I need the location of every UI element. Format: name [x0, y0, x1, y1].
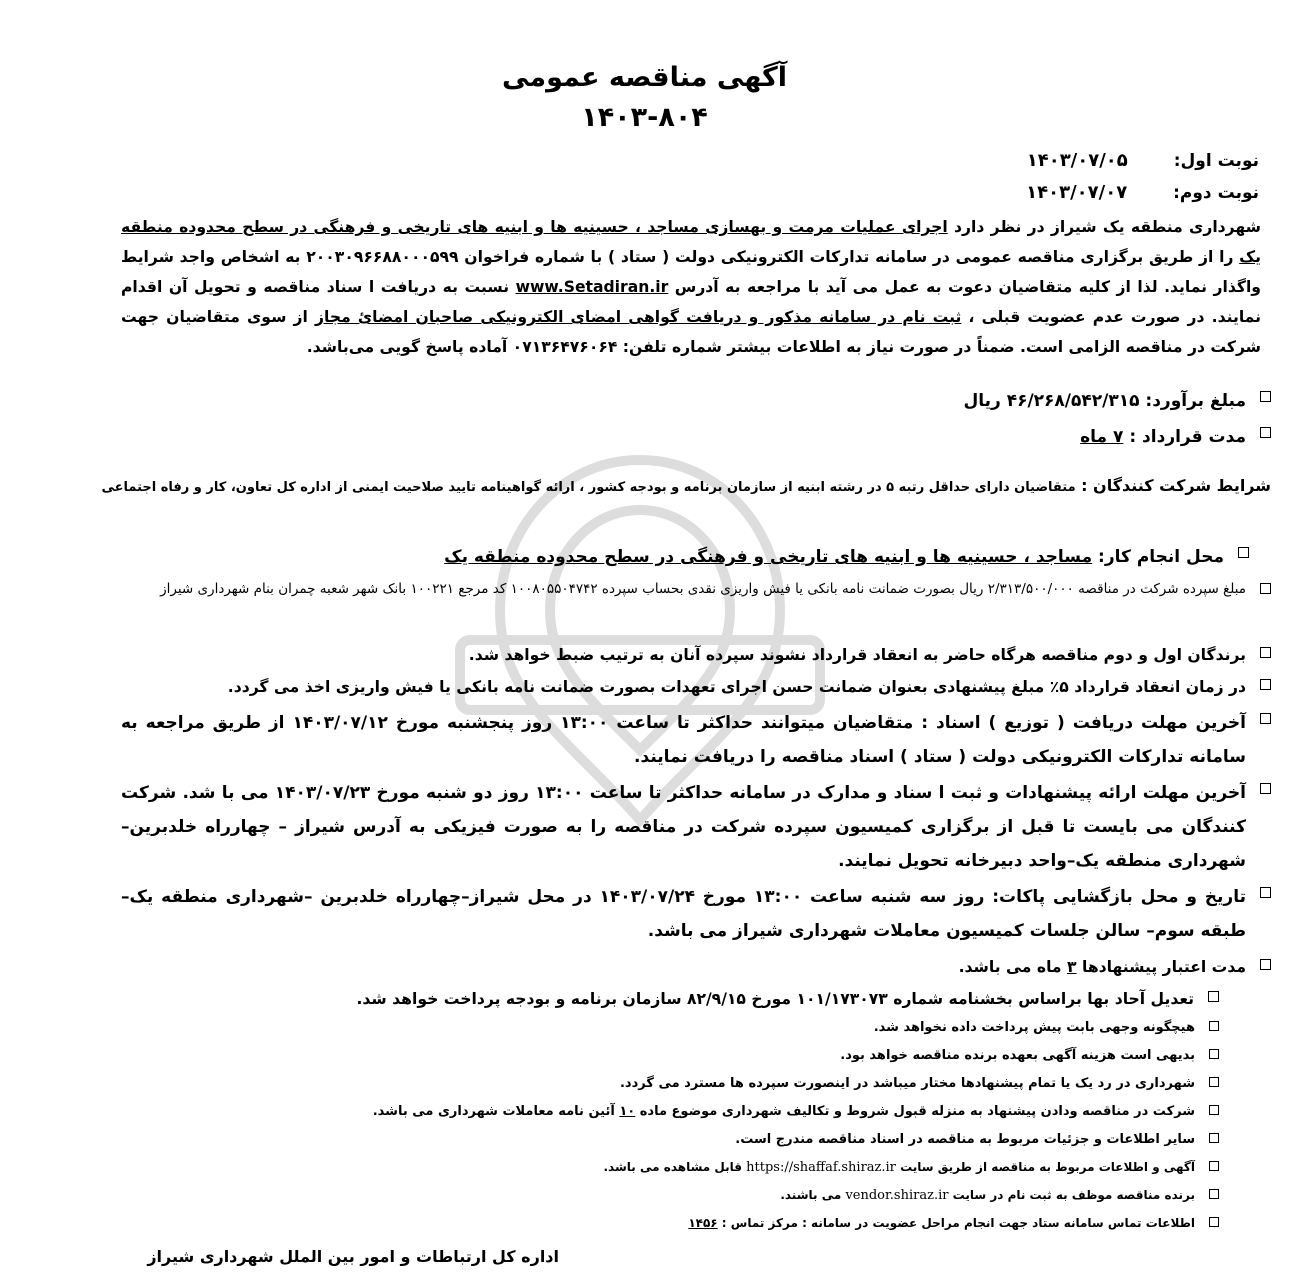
checkbox-icon [1209, 1049, 1219, 1059]
second-publication-label: نوبت دوم: [1173, 183, 1259, 203]
first-publication-date: ۱۴۰۳/۰۷/۰۵ [1026, 150, 1128, 171]
validity-months: ۳ [1067, 958, 1077, 976]
first-publication-label: نوبت اول: [1173, 151, 1259, 171]
intro-part-4: به اشخاص واجد شرایط واگذار نماید. لذا از کلیه متقاضیان دعوت به عمل می آید با مراجعه به آدرس [121, 248, 1261, 296]
checkbox-icon [1260, 713, 1271, 724]
no-prepay-row [874, 1016, 1219, 1040]
notice-title: آگهی مناقصه عمومی [502, 62, 787, 93]
shaffaf-link[interactable]: https://shaffaf.shiraz.ir [746, 1160, 896, 1175]
vendor-text: برنده مناقصه موظف به ثبت نام در سایت [948, 1188, 1195, 1202]
duration-row [1080, 420, 1271, 454]
estimate-row [963, 384, 1271, 418]
conditions-label: شرایط شرکت کنندگان : [1081, 476, 1271, 495]
duration-value: ۷ ماه [1080, 427, 1124, 447]
opening-row [21, 880, 1271, 948]
project-title: اجرای عملیات مرمت و بهسازی مساجد ، حسینیه ها و ابنیه های تاریخی و فرهنگی در سطح محدوده منطقه یک [121, 218, 1261, 266]
reject-text: شهرداری در رد یک یا تمام پیشنهادها مختار میباشد در اینصورت سپرده ها مسترد می گردد. [619, 1076, 1195, 1091]
location-label: محل انجام کار: [1098, 547, 1224, 567]
checkbox-icon [1260, 583, 1271, 594]
estimate-value: ۴۶/۲۶۸/۵۴۲/۳۱۵ ریال [963, 391, 1140, 411]
checkbox-icon [1209, 1133, 1219, 1143]
checkbox-icon [1209, 1217, 1219, 1227]
receive-deadline-row [21, 706, 1271, 774]
duration-label: مدت قرارداد : [1129, 427, 1246, 447]
intro-part-7: از سوی متقاضیان جهت شرکت در مناقصه الزامی است. ضمناً در صورت نیاز به اطلاعات بیشتر شماره تلفن: ۰۷۱۳۶۴۷۶۰۶۴ آماده پاسخ گویی می‌باشد. [121, 308, 1261, 356]
checkbox-icon [1260, 959, 1271, 970]
guarantee-text: در زمان انعقاد قرارداد ۵٪ مبلغ پیشنهادی بعنوان ضمانت حسن اجرای تعهدات بصورت ضمانت نامه بانکی یا فیش واریزی اخذ می گردد. [227, 678, 1246, 696]
checkbox-icon [1208, 991, 1219, 1002]
tender-number: ۲۰۰۳۰۹۶۶۸۸۰۰۰۵۹۹ [306, 248, 459, 266]
intro-part-5: نسبت به دریافت ا سناد مناقصه و تحویل آن اقدام نمایند. در صورت عدم عضویت قبلی ، [121, 278, 1261, 326]
checkbox-icon [1209, 1021, 1219, 1031]
conditions-row [31, 472, 1271, 502]
opening-text: تاریخ و محل بازگشایی پاکات: روز سه شنبه ساعت ۱۳:۰۰ مورخ ۱۴۰۳/۰۷/۲۴ در محل شیراز–چهارراه خلدبرین –شهرداری منطقه یک– طبقه سوم– سالن جلسات کمیسیون معاملات شهرداری شیراز می باشد. [121, 887, 1246, 941]
location-row [444, 540, 1249, 574]
contact-row [688, 1212, 1219, 1234]
conditions-text: متقاضیان دارای حداقل رتبه ۵ در رشته ابنیه از سازمان برنامه و بودجه کشور ، ارائه گواهینامه تایید صلاحیت ایمنی از اداره کل تعاون، کار و رفاه اجتماعی [101, 480, 1076, 495]
ad-cost-text: بدیهی است هزینه آگهی بعهده برنده مناقصه خواهد بود. [840, 1048, 1195, 1063]
checkbox-icon [1260, 647, 1271, 658]
validity-row [959, 952, 1271, 982]
adjustment-row [356, 984, 1219, 1014]
info-site-text-end: قابل مشاهده می باشد. [603, 1160, 747, 1174]
setad-link[interactable]: www.Setadiran.ir [515, 278, 669, 296]
checkbox-icon [1260, 887, 1271, 898]
guarantee-row [228, 672, 1271, 702]
other-info-row [735, 1128, 1219, 1152]
checkbox-icon [1209, 1077, 1219, 1087]
vendor-row [780, 1184, 1219, 1207]
submit-deadline-text: آخرین مهلت ارائه پیشنهادات و ثبت ا سناد و مدارک در سامانه حداکثر تا ساعت ۱۳:۰۰ روز دو شنبه مورخ ۱۴۰۳/۰۷/۲۳ می با شد. شرکت کنندگان می بایست تا قبل از برگزاری کمیسیون سپرده شرکت در مناقصه را به صورت فیزیکی به آدرس شیراز – چهارراه خلدبرین–شهرداری منطقه یک–واحد دبیرخانه تحویل نمایند. [121, 783, 1246, 871]
estimate-label: مبلغ برآورد: [1145, 391, 1246, 411]
submit-deadline-row [21, 776, 1271, 878]
registration-note: ثبت نام در سامانه مذکور و دریافت گواهی امضای الکترونیکی صاحبان امضائ مجاز [315, 308, 962, 326]
checkbox-icon [1209, 1161, 1219, 1171]
checkbox-icon [1260, 391, 1271, 402]
validity-text-end: ماه می باشد. [958, 958, 1068, 976]
other-info-text: سایر اطلاعات و جزئیات مربوط به مناقصه در اسناد مناقصه مندرج است. [735, 1132, 1195, 1147]
winners-row [469, 640, 1271, 670]
checkbox-icon [1260, 679, 1271, 690]
footer-signature: اداره کل ارتباطات و امور بین الملل شهرداری شیراز [147, 1247, 559, 1266]
intro-part-1: شهرداری منطقه یک شیراز در نظر دارد [954, 218, 1261, 236]
validity-text: مدت اعتبار پیشنهادها [1076, 958, 1246, 976]
deposit-text: مبلغ سپرده شرکت در مناقصه ۲/۳۱۳/۵۰۰/۰۰۰ ریال بصورت ضمانت نامه بانکی یا فیش واریزی نقدی بحساب سپرده ۱۰۰۸۰۵۵۰۴۷۴۲ کد مرجع ۱۰۰۲۲۱ بانک شهر شعبه چمران بنام شهرداری شیراز [160, 581, 1246, 597]
intro-part-3: را از طریق برگزاری مناقصه عمومی در سامانه تدارکات الکترونیکی دولت ( ستاد ) با شماره فراخوان [458, 248, 1240, 266]
notice-number: ۱۴۰۳-۸۰۴ [581, 102, 708, 133]
ad-cost-row [840, 1044, 1219, 1068]
acceptance-text-end: آئین نامه معاملات شهرداری می باشد. [372, 1104, 620, 1119]
acceptance-text: شرکت در مناقصه ودادن پیشنهاد به منزله قبول شروط و تکالیف شهرداری موضوع ماده [635, 1104, 1195, 1119]
info-site-text: آگهی و اطلاعات مربوط به مناقصه از طریق سایت [895, 1160, 1195, 1174]
second-publication-date: ۱۴۰۳/۰۷/۰۷ [1026, 182, 1128, 203]
reject-row [620, 1072, 1219, 1096]
deposit-row [21, 576, 1271, 602]
receive-deadline-text: آخرین مهلت دریافت ( توزیع ) اسناد : متقاضیان میتوانند حداکثر تا ساعت ۱۳:۰۰ روز پنجشنبه مورخ ۱۴۰۳/۰۷/۱۲ از طریق مراجعه به سامانه تدارکات الکترونیکی دولت ( ستاد ) اسناد مناقصه را دریافت نمایند. [121, 713, 1247, 767]
contact-text: اطلاعات تماس سامانه ستاد جهت انجام مراحل عضویت در سامانه : مرکز تماس : [717, 1216, 1195, 1230]
winners-text: برندگان اول و دوم مناقصه هرگاه حاضر به انعقاد قرارداد نشوند سپرده آنان به ترتیب ضبط خواهد شد. [468, 646, 1246, 664]
checkbox-icon [1260, 427, 1271, 438]
checkbox-icon [1209, 1189, 1219, 1199]
no-prepay-text: هیچگونه وجهی بابت پیش پرداخت داده نخواهد شد. [873, 1020, 1195, 1035]
intro-paragraph [121, 212, 1261, 362]
adjustment-text: تعدیل آحاد بها براساس بخشنامه شماره ۱۰۱/۱۷۳۰۷۳ مورخ ۸۲/۹/۱۵ سازمان برنامه و بودجه پرداخت خواهد شد. [356, 990, 1194, 1008]
location-value: مساجد ، حسینیه ها و ابنیه های تاریخی و فرهنگی در سطح محدوده منطقه یک [444, 547, 1093, 567]
checkbox-icon [1209, 1105, 1219, 1115]
vendor-text-end: می باشند. [780, 1188, 846, 1202]
vendor-link[interactable]: vendor.shiraz.ir [845, 1188, 949, 1203]
acceptance-row [373, 1100, 1219, 1124]
checkbox-icon [1260, 783, 1271, 794]
info-site-row [604, 1156, 1220, 1179]
second-publication [1026, 182, 1259, 203]
checkbox-icon [1238, 547, 1249, 558]
acceptance-article: ۱۰ [619, 1104, 636, 1119]
contact-number: ۱۴۵۶ [688, 1216, 718, 1230]
first-publication [1027, 150, 1259, 171]
